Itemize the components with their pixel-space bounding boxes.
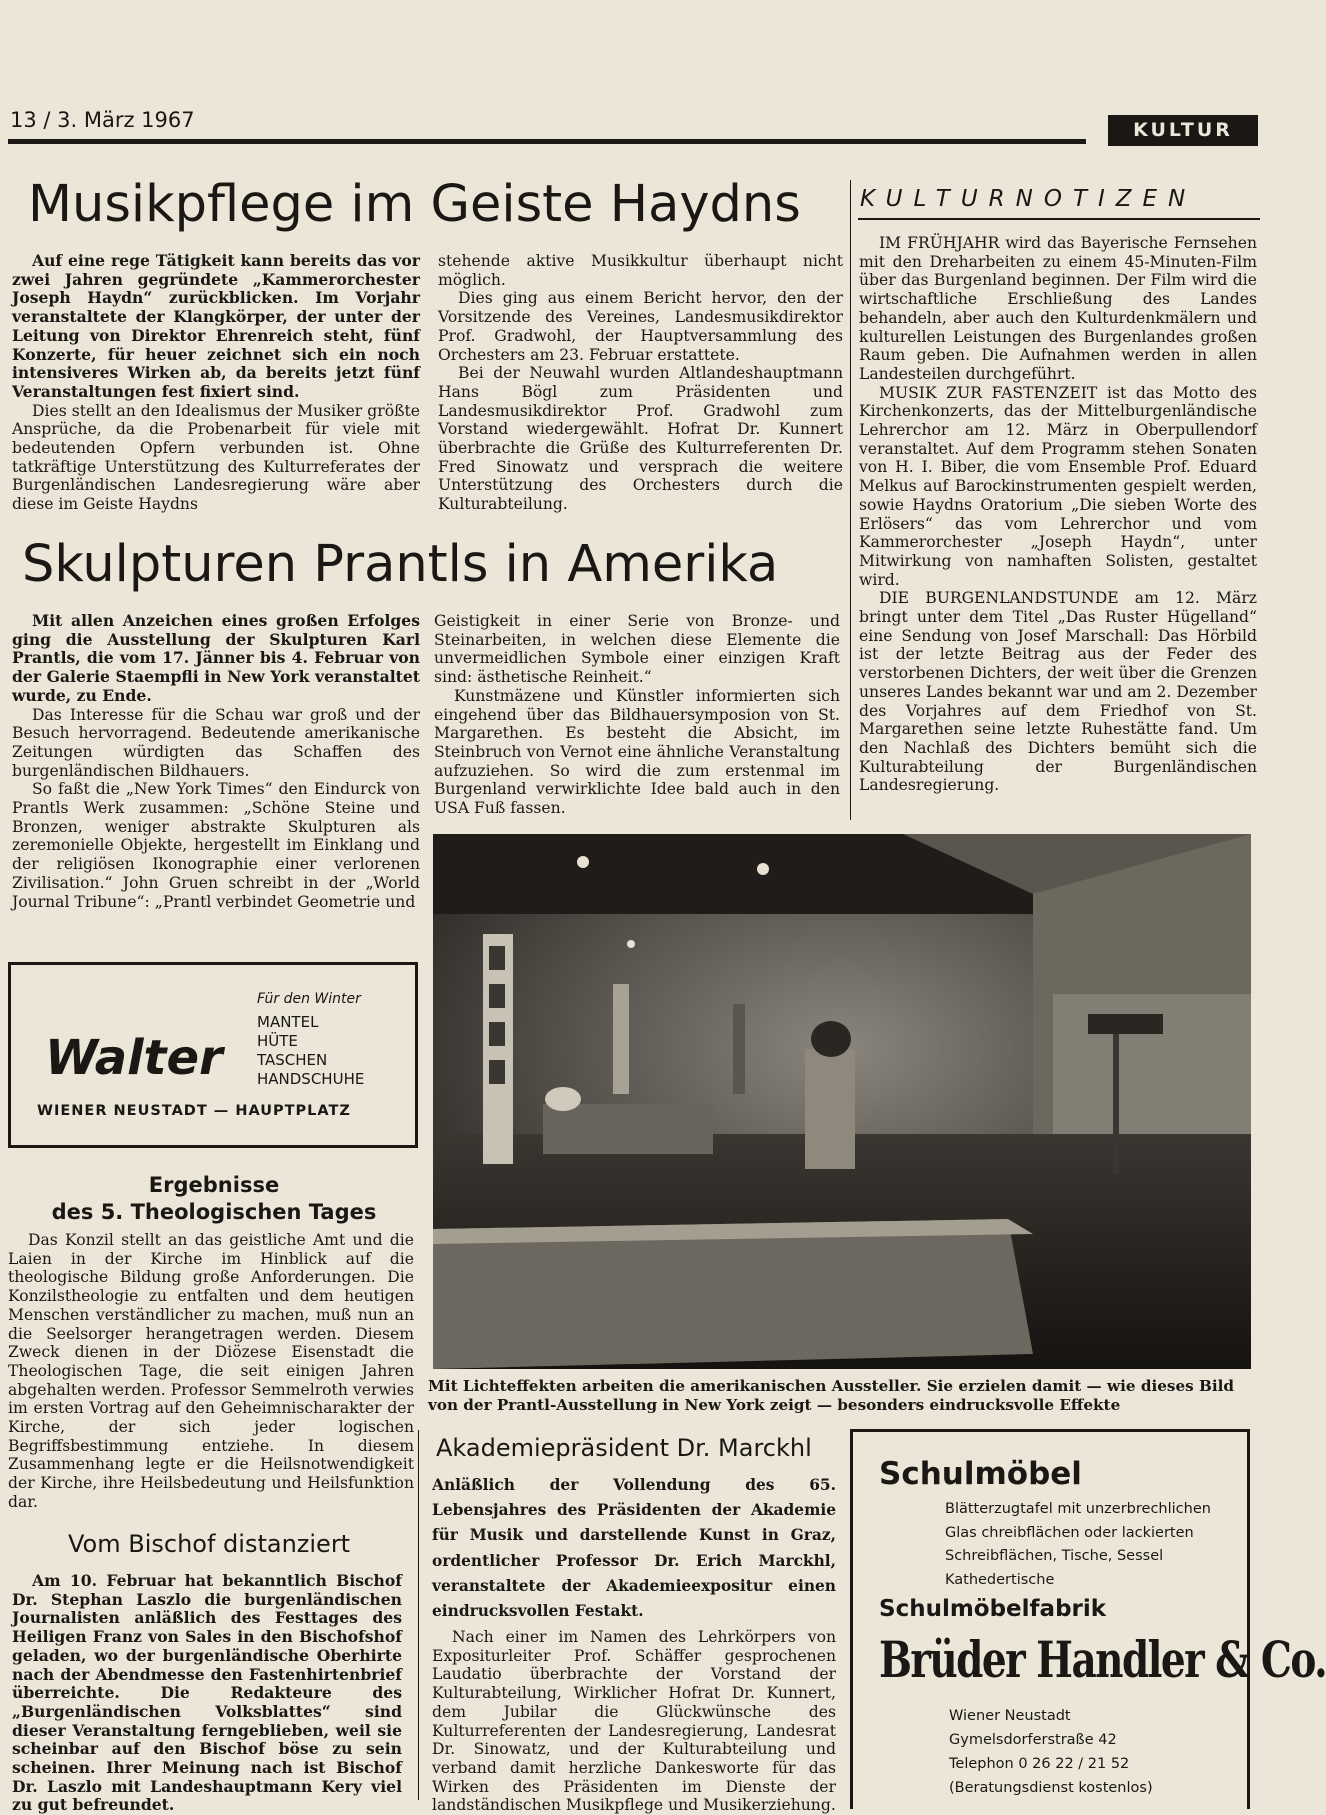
ad-schul-city: Wiener Neustadt <box>949 1708 1071 1724</box>
kulturnotiz: MUSIK ZUR FASTENZEIT ist das Motto des Kirchenkonzerts, das der Mittelburgenländische Lehrerchor am 12. März in Oberpullendorf veranstaltet. Auf dem Programm stehen Sonaten von H. I. Biber, die vom Ensemble Prof. Eduard Melkus auf Barockinstrumenten gespielt werden, sowie Haydns Oratorium „Die sieben Worte des Erlösers“ das vom Lehrerchor und vom Kammerorchester „Joseph Haydn“, unter Mitwirkung von namhaften Solisten, gestaltet wird. <box>859 383 1257 589</box>
page-date: 13 / 3. März 1967 <box>10 108 195 132</box>
kulturnotiz: IM FRÜHJAHR wird das Bayerische Fernsehen mit den Dreharbeiten zu einem 45-Minuten-Film über das Burgenland beginnen. Der Film wird die wirtschaftliche Erschließung des Landes behandeln, aber auch den Kulturdenkmälern und kulturellen Leistungen des Burgenlandes großen Raum geben. Die Aufnahmen werden in allen Landesteilen durchgeführt. <box>859 234 1257 383</box>
ad-walter <box>8 962 418 1148</box>
exhibition-photo <box>433 834 1251 1369</box>
ad-schul-street: Gymelsdorferstraße 42 <box>949 1732 1117 1748</box>
column-rule <box>418 1430 419 1800</box>
article1-headline: Musikpflege im Geiste Haydns <box>28 175 801 234</box>
article1-paragraph: Bei der Neuwahl wurden Altlandeshauptmann Hans Bögl zum Präsidenten und Landesmusikdirektor Prof. Gradwohl zum Vorstand wiedergewählt. Hofrat Dr. Kunnert überbrachte die Grüße des Kulturreferenten Dr. Fred Sinowatz und versprach die weitere Unterstützung des Orchesters durch die Kulturabteilung. <box>438 364 843 514</box>
ad-walter-tagline: Für den Winter <box>257 991 361 1007</box>
article3-paragraph: Das Konzil stellt an das geistliche Amt und die Laien in der Kirche im Hinblick auf die theologische Bildung große Anforderungen. Die Konzilstheologie zu entfalten und dem heutigen Menschen verständlicher zu machen, muß nun an die Seelsorger herangetragen werden. Diesem Zweck dienen in der Diözese Eisenstadt die Theologischen Tage, die seit einigen Jahren abgehalten werden. Professor Semmelroth verwies im ersten Vortrag auf den Geheimnischarakter der Kirche, der sich jeder logischen Begriffsbestimmung entziehe. In diesem Zusammenhang legte er die Heilsnotwendigkeit der Kirche, ihre Heilsbedeutung und Heilsfunktion dar. <box>8 1231 414 1511</box>
article2-paragraph: So faßt die „New York Times“ den Eindurck von Prantls Werk zusammen: „Schöne Steine und Bronzen, weniger abstrakte Skulpturen als zeremonielle Objekte, hergestellt im Einklang und der religiösen Ikonographie einer verlorenen Zivilisation.“ John Gruen schreibt in der „World Journal Tribune“: „Prantl verbindet Geometrie und <box>12 780 420 911</box>
article4-body <box>12 1572 402 1815</box>
article1-paragraph: Dies ging aus einem Bericht hervor, den der Vorsitzende des Vereines, Landesmusikdirektor Prof. Gradwohl, der Hauptversammlung des Orchesters am 23. Februar erstattete. <box>438 289 843 364</box>
ad-walter-item: HÜTE <box>257 1032 298 1050</box>
ad-schul-company: Schulmöbelfabrik <box>879 1596 1107 1622</box>
ad-schul-address <box>949 1704 1153 1800</box>
article5-lead-block <box>432 1473 836 1624</box>
ad-walter-brand: Walter <box>45 1030 223 1086</box>
exhibition-photo-image <box>433 834 1251 1369</box>
kulturnotizen-body <box>859 234 1257 795</box>
column-rule <box>850 180 851 820</box>
kulturnotizen-rule <box>858 218 1260 220</box>
article4-lead: Am 10. Februar hat bekanntlich Bischof Dr. Stephan Laszlo die burgenländischen Journalisten anläßlich des Festtages des Heiligen Franz von Sales in den Bischofshof geladen, wo der burgenländische Oberhirte nach der Abendmesse den Fastenhirtenbrief überreichte. Die Redakteure des „Burgenländischen Volksblattes“ sind dieser Veranstaltung ferngeblieben, weil sie scheinbar auf den Bischof böse zu sein scheinen. Ihrer Meinung nach ist Bischof Dr. Laszlo mit Landeshauptmann Kery viel zu gut befreundet. <box>12 1571 402 1815</box>
ad-schul-title: Schulmöbel <box>879 1456 1082 1492</box>
ad-walter-item: HANDSCHUHE <box>257 1070 365 1088</box>
ad-walter-address: WIENER NEUSTADT — HAUPTPLATZ <box>37 1103 351 1119</box>
article1-col2 <box>438 252 843 514</box>
article2-paragraph: Geistigkeit in einer Serie von Bronze- und Steinarbeiten, in welchen diese Elemente die unvermeidlichen Symbole einer einzigen Kraft sind: ästhetische Reinheit.“ <box>434 612 840 687</box>
ad-walter-item: MANTEL <box>257 1013 319 1031</box>
article3-headline <box>12 1172 416 1226</box>
article2-headline: Skulpturen Prantls in Amerika <box>22 535 779 594</box>
ad-schul-phone: Telephon 0 26 22 / 21 52 <box>949 1756 1130 1772</box>
article5-headline: Akademiepräsident Dr. Marckhl <box>436 1434 812 1462</box>
article3-body <box>8 1231 414 1512</box>
kulturnotiz: DIE BURGENLANDSTUNDE am 12. März bringt unter dem Titel „Das Ruster Hügelland“ eine Sendung von Josef Marschall: Das Hörbild ist der letzte Beitrag aus der Feder des verstorbenen Dichters, der weit über die Grenzen unseres Landes bekannt war und am 2. Dezember des Vorjahres auf dem Friedhof von St. Margarethen seine letzte Ruhestätte fand. Um den Nachlaß des Dichters bemüht sich die Kulturabteilung der Burgenländischen Landesregierung. <box>859 589 1257 795</box>
article5-lead: Anläßlich der Vollendung des 65. Lebensjahres des Präsidenten der Akademie für Musik und darstellende Kunst in Graz, ordentlicher Professor Dr. Erich Marckhl, veranstaltete der Akademieexpositur einen eindrucksvollen Festakt. <box>432 1476 836 1621</box>
photo-caption: Mit Lichteffekten arbeiten die amerikanischen Aussteller. Sie erzielen damit — wie dieses Bild von der Prantl-Ausstellung in New York zeigt — besonders eindrucksvolle Effekte <box>428 1377 1234 1414</box>
article4-headline: Vom Bischof distanziert <box>68 1530 351 1558</box>
section-tab: KULTUR <box>1108 115 1258 146</box>
ad-walter-item: TASCHEN <box>257 1051 328 1069</box>
ad-schul-brand: Brüder Handler & Co. <box>879 1630 1326 1689</box>
kulturnotizen-title: KULTURNOTIZEN <box>860 186 1197 212</box>
article3-headline-line1: Ergebnisse <box>148 1173 280 1197</box>
article3-headline-line2: des 5. Theologischen Tages <box>51 1200 377 1224</box>
article2-col2 <box>434 612 840 818</box>
article5-paragraph: Nach einer im Namen des Lehrkörpers von Expositurleiter Prof. Schäffer gesprochenen Laudatio überbrachte der Vorstand der Kulturabteilung, Wirklicher Hofrat Dr. Kunnert, dem Jubilar die Glückwünsche des Kulturreferenten der Landesregierung, Landesrat Dr. Sinowatz, und der Kulturabteilung und verband damit herzliche Dankesworte für das Wirken des Präsidenten im Dienste der landständischen Musikpflege und Musikerziehung. <box>432 1628 836 1815</box>
ad-schul-note: (Beratungsdienst kostenlos) <box>949 1780 1153 1796</box>
article1-col1 <box>12 252 420 514</box>
article2-paragraph: Kunstmäzene und Künstler informierten sich eingehend über das Bildhauersymposion von St. Margarethen. Es besteht die Absicht, im Steinbruch von Vernot eine ähnliche Veranstaltung aufzuziehen. So wird die zum erstenmal im Burgenland verwirklichte Idee bald auch in den USA Fuß fassen. <box>434 686 840 818</box>
ad-schulmoebel <box>850 1429 1326 1809</box>
article2-paragraph: Das Interesse für die Schau war groß und der Besuch hervorragend. Bedeutende amerikanische Zeitungen würdigten das Schaffen des burgenländischen Bildhauers. <box>12 705 420 780</box>
article5-body <box>432 1628 836 1815</box>
article2-col1 <box>12 612 420 911</box>
article1-paragraph: stehende aktive Musikkultur überhaupt nicht möglich. <box>438 252 843 289</box>
masthead-rule <box>8 139 1086 144</box>
article2-lead: Mit allen Anzeichen eines großen Erfolges ging die Ausstellung der Skulpturen Karl Prantls, die vom 17. Jänner bis 4. Februar von der Galerie Staempfli in New York veranstaltet wurde, zu Ende. <box>12 611 420 705</box>
ad-walter-items <box>257 1013 364 1089</box>
article1-lead: Auf eine rege Tätigkeit kann bereits das vor zwei Jahren gegründete „Kammerorchester Joseph Haydn“ zurückblicken. Im Vorjahr veranstaltete der Klangkörper, der unter der Leitung von Direktor Ehrenreich steht, fünf Konzerte, für heuer zeichnet sich ein noch intensiveres Wirken ab, da bereits jetzt fünf Veranstaltungen fest fixiert sind. <box>12 251 420 401</box>
article1-paragraph: Dies stellt an den Idealismus der Musiker größte Ansprüche, da die Probenarbeit für viele mit bedeutenden Opfern verbunden ist. Ohne tatkräftige Unterstützung des Kulturreferates der Burgenländischen Landesregierung wäre aber diese im Geiste Haydns <box>12 401 420 514</box>
ad-schul-text: Blätterzugtafel mit unzerbrechlichen Glas chreibflächen oder lackierten Schreibflächen, Tische, Sessel Kathedertische <box>945 1501 1211 1588</box>
